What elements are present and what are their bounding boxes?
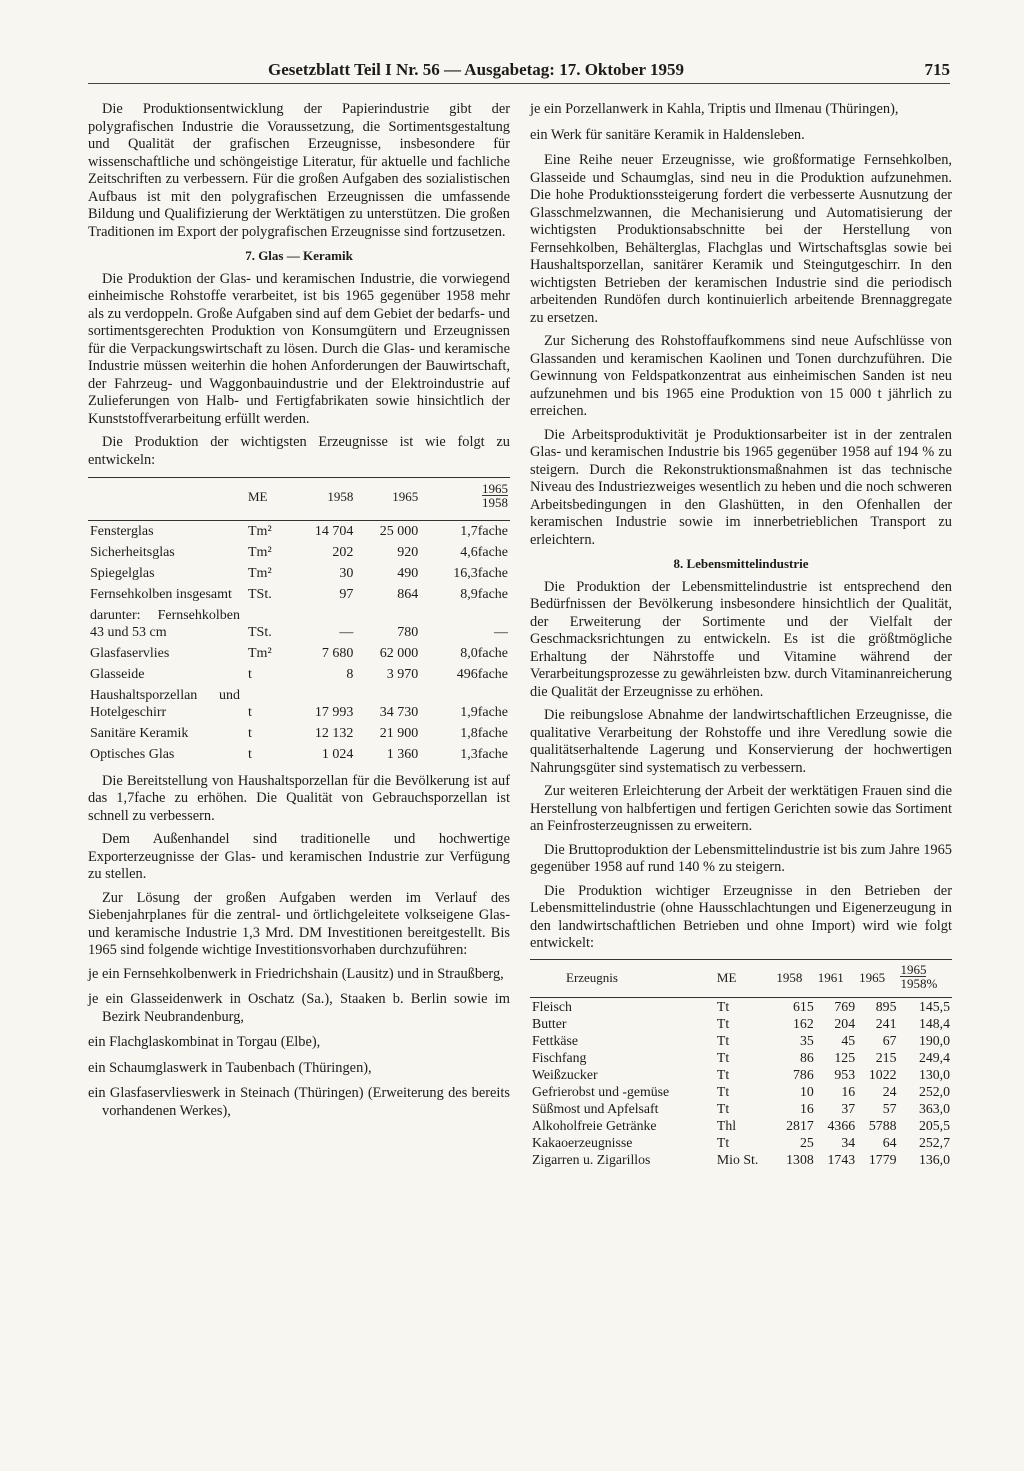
table-row: [530, 1015, 952, 1032]
glas-production-table: [88, 477, 510, 765]
row-ratio: 252,7: [918, 1135, 950, 1150]
row-value-1965: 241: [875, 1016, 897, 1031]
paragraph-aussenhandel: Dem Außenhandel sind traditionelle und hochwertige Exporterzeugnisse der Glas- und keramischen Industrie zur Verfügung zu stellen.: [88, 831, 510, 882]
list-item: ein Flachglaskombinat in Torgau (Elbe),: [88, 1034, 321, 1050]
row-value-1961: 4366: [827, 1118, 856, 1133]
row-ratio: 1,9fache: [460, 704, 508, 720]
row-value-1958: 25: [799, 1135, 814, 1150]
table-row: [530, 1117, 952, 1134]
row-value-1965: 67: [882, 1033, 897, 1048]
row-value-1961: 769: [834, 999, 856, 1014]
row-name: Fleisch: [532, 999, 572, 1014]
row-unit: t: [248, 666, 252, 682]
row-name: Butter: [532, 1016, 567, 1031]
row-unit: Tt: [716, 1084, 730, 1099]
row-unit: t: [248, 725, 252, 741]
row-value-1958: 1 024: [321, 746, 354, 762]
paragraph-papierindustrie: Die Produktionsentwicklung der Papierindustrie gibt der polygrafischen Industrie die Voraussetzung, die Sortimentsgestaltung und Qualität der grafischen Erzeugnisse, insbesondere für wissenschaftliche und schöngeistige Literatur, für aktuelle und fachliche Zeitschriften zu verbessern. Für die großen Aufgaben des sozialistischen Aufbaus ist mit den polygrafischen Erzeugnissen die umfassende Bildung und Qualifizierung der Werktätigen zu unterstützen. Die großen Traditionen im Export der polygrafischen Erzeugnisse sind fortzusetzen.: [88, 101, 510, 240]
col-header-1961: 1961: [816, 959, 857, 998]
page-header-title: Gesetzblatt Teil I Nr. 56 — Ausgabetag: 17. Oktober 1959: [268, 60, 685, 79]
row-value-1958: 8: [346, 666, 354, 682]
row-value-1958: 615: [793, 999, 814, 1014]
row-name: Fernsehkolben insgesamt: [90, 586, 232, 602]
table-row: [530, 1066, 952, 1083]
col-header-ratio: [420, 478, 510, 521]
row-ratio: 136,0: [918, 1152, 950, 1167]
row-value-1958: 162: [793, 1016, 814, 1031]
row-ratio: 1,3fache: [460, 746, 508, 762]
row-value-1965: 780: [397, 624, 419, 640]
table-row: [88, 723, 510, 744]
table-row: [88, 605, 510, 643]
row-name: Haushaltsporzellan und Hotelgeschirr: [90, 687, 240, 720]
row-name: Gefrierobst und -gemüse: [532, 1084, 670, 1099]
paragraph-bruttoproduktion: Die Bruttoproduktion der Lebensmittelindustrie ist bis zum Jahre 1965 gegenüber 1958 auf rund 140 % zu steigern.: [530, 841, 952, 875]
row-value-1958: 202: [332, 544, 354, 560]
table-row: [88, 542, 510, 563]
row-ratio: 16,3fache: [453, 565, 508, 581]
row-value-1958: 12 132: [314, 725, 354, 741]
row-value-1961: 125: [834, 1050, 856, 1065]
row-value-1965: 1779: [868, 1152, 897, 1167]
row-value-1958: 7 680: [321, 645, 354, 661]
paragraph-table2-intro: Die Produktion wichtiger Erzeugnisse in den Betrieben der Lebensmittelindustrie (ohne Hausschlachtungen und Eigenerzeugung in den landwirtschaftlichen Betrieben und ohne Import) wird wie folgt entwickelt:: [530, 882, 952, 951]
col-header-1958: 1958: [290, 478, 355, 521]
row-value-1958: 35: [799, 1033, 814, 1048]
row-value-1958: 16: [799, 1101, 814, 1116]
paragraph-haushaltsporzellan: Die Bereitstellung von Haushaltsporzellan für die Bevölkerung ist auf das 1,7fache zu erhöhen. Die Qualität von Gebrauchsporzellan ist schnell zu verbessern.: [88, 772, 510, 824]
row-value-1965: 3 970: [386, 666, 419, 682]
row-unit: Tt: [716, 1033, 730, 1048]
row-ratio: 8,9fache: [460, 586, 508, 602]
row-unit: Tm²: [248, 544, 272, 560]
row-value-1965: 1022: [868, 1067, 897, 1082]
col-header-erzeugnis: Erzeugnis: [530, 959, 715, 998]
row-name: Fischfang: [532, 1050, 587, 1065]
row-name: Glasseide: [90, 666, 145, 682]
ratio-denominator: 1958: [482, 495, 508, 510]
row-ratio: —: [494, 624, 508, 640]
row-value-1965: 490: [397, 565, 419, 581]
ratio-numerator: 1965: [482, 481, 508, 496]
row-ratio: 190,0: [918, 1033, 950, 1048]
row-unit: Tt: [716, 1067, 730, 1082]
page-number: 715: [924, 60, 950, 79]
list-item: ein Schaumglaswerk in Taubenbach (Thüringen),: [88, 1059, 372, 1076]
row-name: Fettkäse: [532, 1033, 578, 1048]
row-name: Kakaoerzeugnisse: [532, 1135, 633, 1150]
section-heading-glas-keramik: 7. Glas — Keramik: [245, 248, 353, 263]
row-unit: TSt.: [248, 586, 272, 602]
row-value-1965: 62 000: [379, 645, 419, 661]
table-row: [88, 563, 510, 584]
row-name: Optisches Glas: [90, 746, 175, 762]
lebensmittel-production-table: [530, 959, 952, 1169]
row-ratio: 148,4: [918, 1016, 950, 1031]
table-header-row: [530, 959, 952, 998]
row-value-1961: 204: [834, 1016, 856, 1031]
row-unit: Tt: [716, 999, 730, 1014]
row-value-1958: 2817: [786, 1118, 814, 1133]
row-ratio: 496fache: [456, 666, 508, 682]
table-row: [530, 1049, 952, 1066]
row-name: Alkoholfreie Getränke: [532, 1118, 657, 1133]
table-row: [530, 1083, 952, 1100]
row-value-1965: 24: [882, 1084, 897, 1099]
row-ratio: 363,0: [918, 1101, 950, 1116]
list-item: ein Werk für sanitäre Keramik in Haldensleben.: [530, 126, 805, 143]
row-value-1965: 64: [882, 1135, 897, 1150]
row-ratio: 145,5: [918, 999, 950, 1014]
col-header-me: ME: [715, 959, 774, 998]
row-name: Süßmost und Apfelsaft: [532, 1101, 659, 1116]
row-ratio: 8,0fache: [460, 645, 508, 661]
row-value-1961: 16: [841, 1084, 856, 1099]
row-name: Glasfaservlies: [90, 645, 170, 661]
paragraph-rohstoffaufkommen: Zur Sicherung des Rohstoffaufkommens sind neue Aufschlüsse von Glassanden und keramischen Kaolinen und Tonen durchzuführen. Die Gewinnung von Feldspatkonzentrat aus einheimischen Sanden ist neu aufzunehmen und bis 1965 eine Produktion von 15 000 t jährlich zu erreichen.: [530, 333, 952, 419]
row-name: Sanitäre Keramik: [90, 725, 189, 741]
row-value-1961: 45: [841, 1033, 856, 1048]
table-row: [530, 998, 952, 1016]
table-row: [88, 584, 510, 605]
row-unit: Tt: [716, 1050, 730, 1065]
paragraph-investitionen: Zur Lösung der großen Aufgaben werden im Verlauf des Siebenjahrplanes für die zentral- und örtlichgeleitete volkseigene Glas- und keramische Industrie 1,3 Mrd. DM Investitionen bereitgestellt. Bis 1965 sind folgende wichtige Investitionsvorhaben durchzuführen:: [88, 889, 510, 958]
row-value-1958: 10: [799, 1084, 814, 1099]
table-row: [88, 520, 510, 542]
col-header-me: ME: [242, 478, 290, 521]
row-value-1965: 1 360: [386, 746, 419, 762]
row-ratio: 252,0: [918, 1084, 950, 1099]
list-item: ein Glasfaservlieswerk in Steinach (Thüringen) (Erweiterung des bereits vorhandenen Werkes),: [88, 1085, 510, 1119]
table-row: [530, 1100, 952, 1117]
row-value-1958: 30: [339, 565, 354, 581]
row-ratio: 249,4: [918, 1050, 950, 1065]
ratio-unit: %: [926, 975, 938, 991]
row-value-1958: —: [339, 624, 354, 640]
left-column: [88, 101, 510, 1128]
table-row: [530, 1134, 952, 1151]
table-row: [88, 643, 510, 664]
ratio-denominator: 1958: [900, 975, 927, 991]
paragraph-frauen: Zur weiteren Erleichterung der Arbeit der werktätigen Frauen sind die Herstellung von halbfertigen und fertigen Gerichten sowie das Sortiment an Feinfrosterzeugnissen zu erweitern.: [530, 783, 952, 834]
row-ratio: 1,7fache: [460, 523, 508, 539]
col-header-1965: 1965: [857, 959, 898, 998]
row-value-1961: 37: [841, 1101, 856, 1116]
row-unit: Tm²: [248, 645, 272, 661]
row-unit: Mio St.: [716, 1152, 759, 1167]
row-unit: Tt: [716, 1135, 730, 1150]
row-value-1958: 14 704: [314, 523, 354, 539]
row-unit: Thl: [716, 1118, 737, 1133]
row-value-1965: 21 900: [379, 725, 419, 741]
row-value-1958: 97: [339, 586, 354, 602]
row-name: darunter: Fernsehkolben 43 und 53 cm: [90, 607, 240, 640]
row-unit: Tt: [716, 1101, 730, 1116]
row-value-1965: 34 730: [379, 704, 419, 720]
row-value-1961: 34: [841, 1135, 856, 1150]
row-name: Weißzucker: [532, 1067, 598, 1082]
row-unit: Tm²: [248, 565, 272, 581]
row-name: Sicherheitsglas: [90, 544, 175, 560]
paragraph-glas-intro: Die Produktion der Glas- und keramischen Industrie, die vorwiegend einheimische Rohstoffe verarbeitet, ist bis 1965 gegenüber 1958 mehr als zu verdoppeln. Große Aufgaben sind auf dem Gebiet der bedarfs- und sortimentsgerechten Produktion von Konsumgütern und Erzeugnissen für die Verpackungswirtschaft zu lösen. Durch die Glas- und keramische Industrie müssen weiterhin die hohen Anforderungen der Bauwirtschaft, der Fahrzeug- und Waggonbauindustrie und der Elektroindustrie auf Zulieferungen von Halb- und Fertigfabrikaten sowie hinsichtlich der Kunststoffverarbeitung erfüllt werden.: [88, 270, 510, 427]
ratio-numerator: 1965: [900, 961, 927, 977]
col-header-1958: 1958: [774, 959, 815, 998]
row-value-1965: 920: [397, 544, 419, 560]
row-value-1958: 786: [793, 1067, 814, 1082]
row-ratio: 205,5: [918, 1118, 950, 1133]
section-heading-lebensmittelindustrie: 8. Lebensmittelindustrie: [673, 556, 809, 571]
table-row: [88, 744, 510, 765]
row-value-1961: 953: [834, 1067, 856, 1082]
paragraph-arbeitsproduktivitaet: Die Arbeitsproduktivität je Produktionsarbeiter ist in der zentralen Glas- und keramischen Industrie bis 1965 gegenüber 1958 auf 194 % zu steigern. Durch die Rekonstruktionsmaßnahmen ist das technische Niveau des Industriezweiges wesentlich zu heben und die noch schweren Arbeitsbedingungen in den Glashütten, in den Ofenhallen der keramischen Industrie sowie im innerbetrieblichen Transport zu erleichtern.: [530, 426, 952, 548]
paragraph-lebensmittel-intro: Die Produktion der Lebensmittelindustrie ist entsprechend den Bedürfnissen der Bevölkerung insbesondere hinsichtlich der Qualität, der Erweiterung der Sortimente und der Vielfalt der Geschmacksrichtungen zu entwickeln. Es ist die größtmögliche Erhaltung der Nährstoffe und Vitamine während der Verarbeitungsprozesse zu gewährleisten bzw. durch Vitaminanreicherung die Qualität der Erzeugnisse zu erhöhen.: [530, 578, 952, 700]
row-value-1961: 1743: [827, 1152, 856, 1167]
col-header-ratio: [898, 959, 952, 998]
row-unit: TSt.: [248, 624, 272, 640]
row-ratio: 4,6fache: [460, 544, 508, 560]
table-row: [88, 685, 510, 723]
row-value-1965: 215: [875, 1050, 897, 1065]
row-value-1965: 25 000: [379, 523, 419, 539]
row-value-1958: 86: [799, 1050, 814, 1065]
row-name: Fensterglas: [90, 523, 154, 539]
paragraph-neue-erzeugnisse: Eine Reihe neuer Erzeugnisse, wie großformatige Fernsehkolben, Glasseide und Schaumglas, sind neu in die Produktion aufzunehmen. Die hohe Produktionssteigerung fordert die verbesserte Ausnutzung der Glasschmelzwannen, die Mechanisierung und Automatisierung der wichtigsten Produktionsabschnitte bei der Herstellung von Fernsehkolben, Behälterglas, Flachglas und Wirtschaftsglas sowie bei Haushaltsporzellan, sanitärer Keramik und Steingutgeschirr. In den wichtigsten Betrieben der keramischen Industrie sind die periodisch arbeitenden Rundöfen durch kontinuierlich arbeitende Brennaggregate zu ersetzen.: [530, 152, 952, 326]
col-header-1965: 1965: [355, 478, 420, 521]
list-item: je ein Porzellanwerk in Kahla, Triptis und Ilmenau (Thüringen),: [530, 101, 899, 117]
row-value-1965: 57: [882, 1101, 897, 1116]
paragraph-table-intro: Die Produktion der wichtigsten Erzeugnisse ist wie folgt zu entwickeln:: [88, 434, 510, 468]
header-divider: [88, 83, 950, 84]
right-column: [530, 101, 952, 1168]
table-header-row: [88, 478, 510, 521]
row-ratio: 130,0: [918, 1067, 950, 1082]
row-unit: Tt: [716, 1016, 730, 1031]
row-name: Spiegelglas: [90, 565, 155, 581]
row-value-1958: 17 993: [314, 704, 354, 720]
row-value-1965: 895: [875, 999, 897, 1014]
table-row: [88, 664, 510, 685]
row-unit: Tm²: [248, 523, 272, 539]
row-value-1965: 5788: [868, 1118, 897, 1133]
row-ratio: 1,8fache: [460, 725, 508, 741]
table-row: [530, 1032, 952, 1049]
paragraph-abnahme: Die reibungslose Abnahme der landwirtschaftlichen Erzeugnisse, die qualitative Verarbeitung der Rohstoffe und ihre Veredlung sowie die qualitätserhaltende Lagerung und Konservierung der hochwertigen Nahrungsgüter sind systematisch zu verbessern.: [530, 707, 952, 776]
row-value-1958: 1308: [786, 1152, 814, 1167]
row-unit: t: [248, 746, 252, 762]
row-value-1965: 864: [397, 586, 419, 602]
list-item: je ein Fernsehkolbenwerk in Friedrichshain (Lausitz) und in Straußberg,: [88, 965, 504, 982]
row-unit: t: [248, 704, 252, 720]
row-name: Zigarren u. Zigarillos: [532, 1152, 651, 1167]
list-item: je ein Glasseidenwerk in Oschatz (Sa.), Staaken b. Berlin sowie im Bezirk Neubrandenburg,: [88, 991, 510, 1025]
table-row: [530, 1151, 952, 1168]
